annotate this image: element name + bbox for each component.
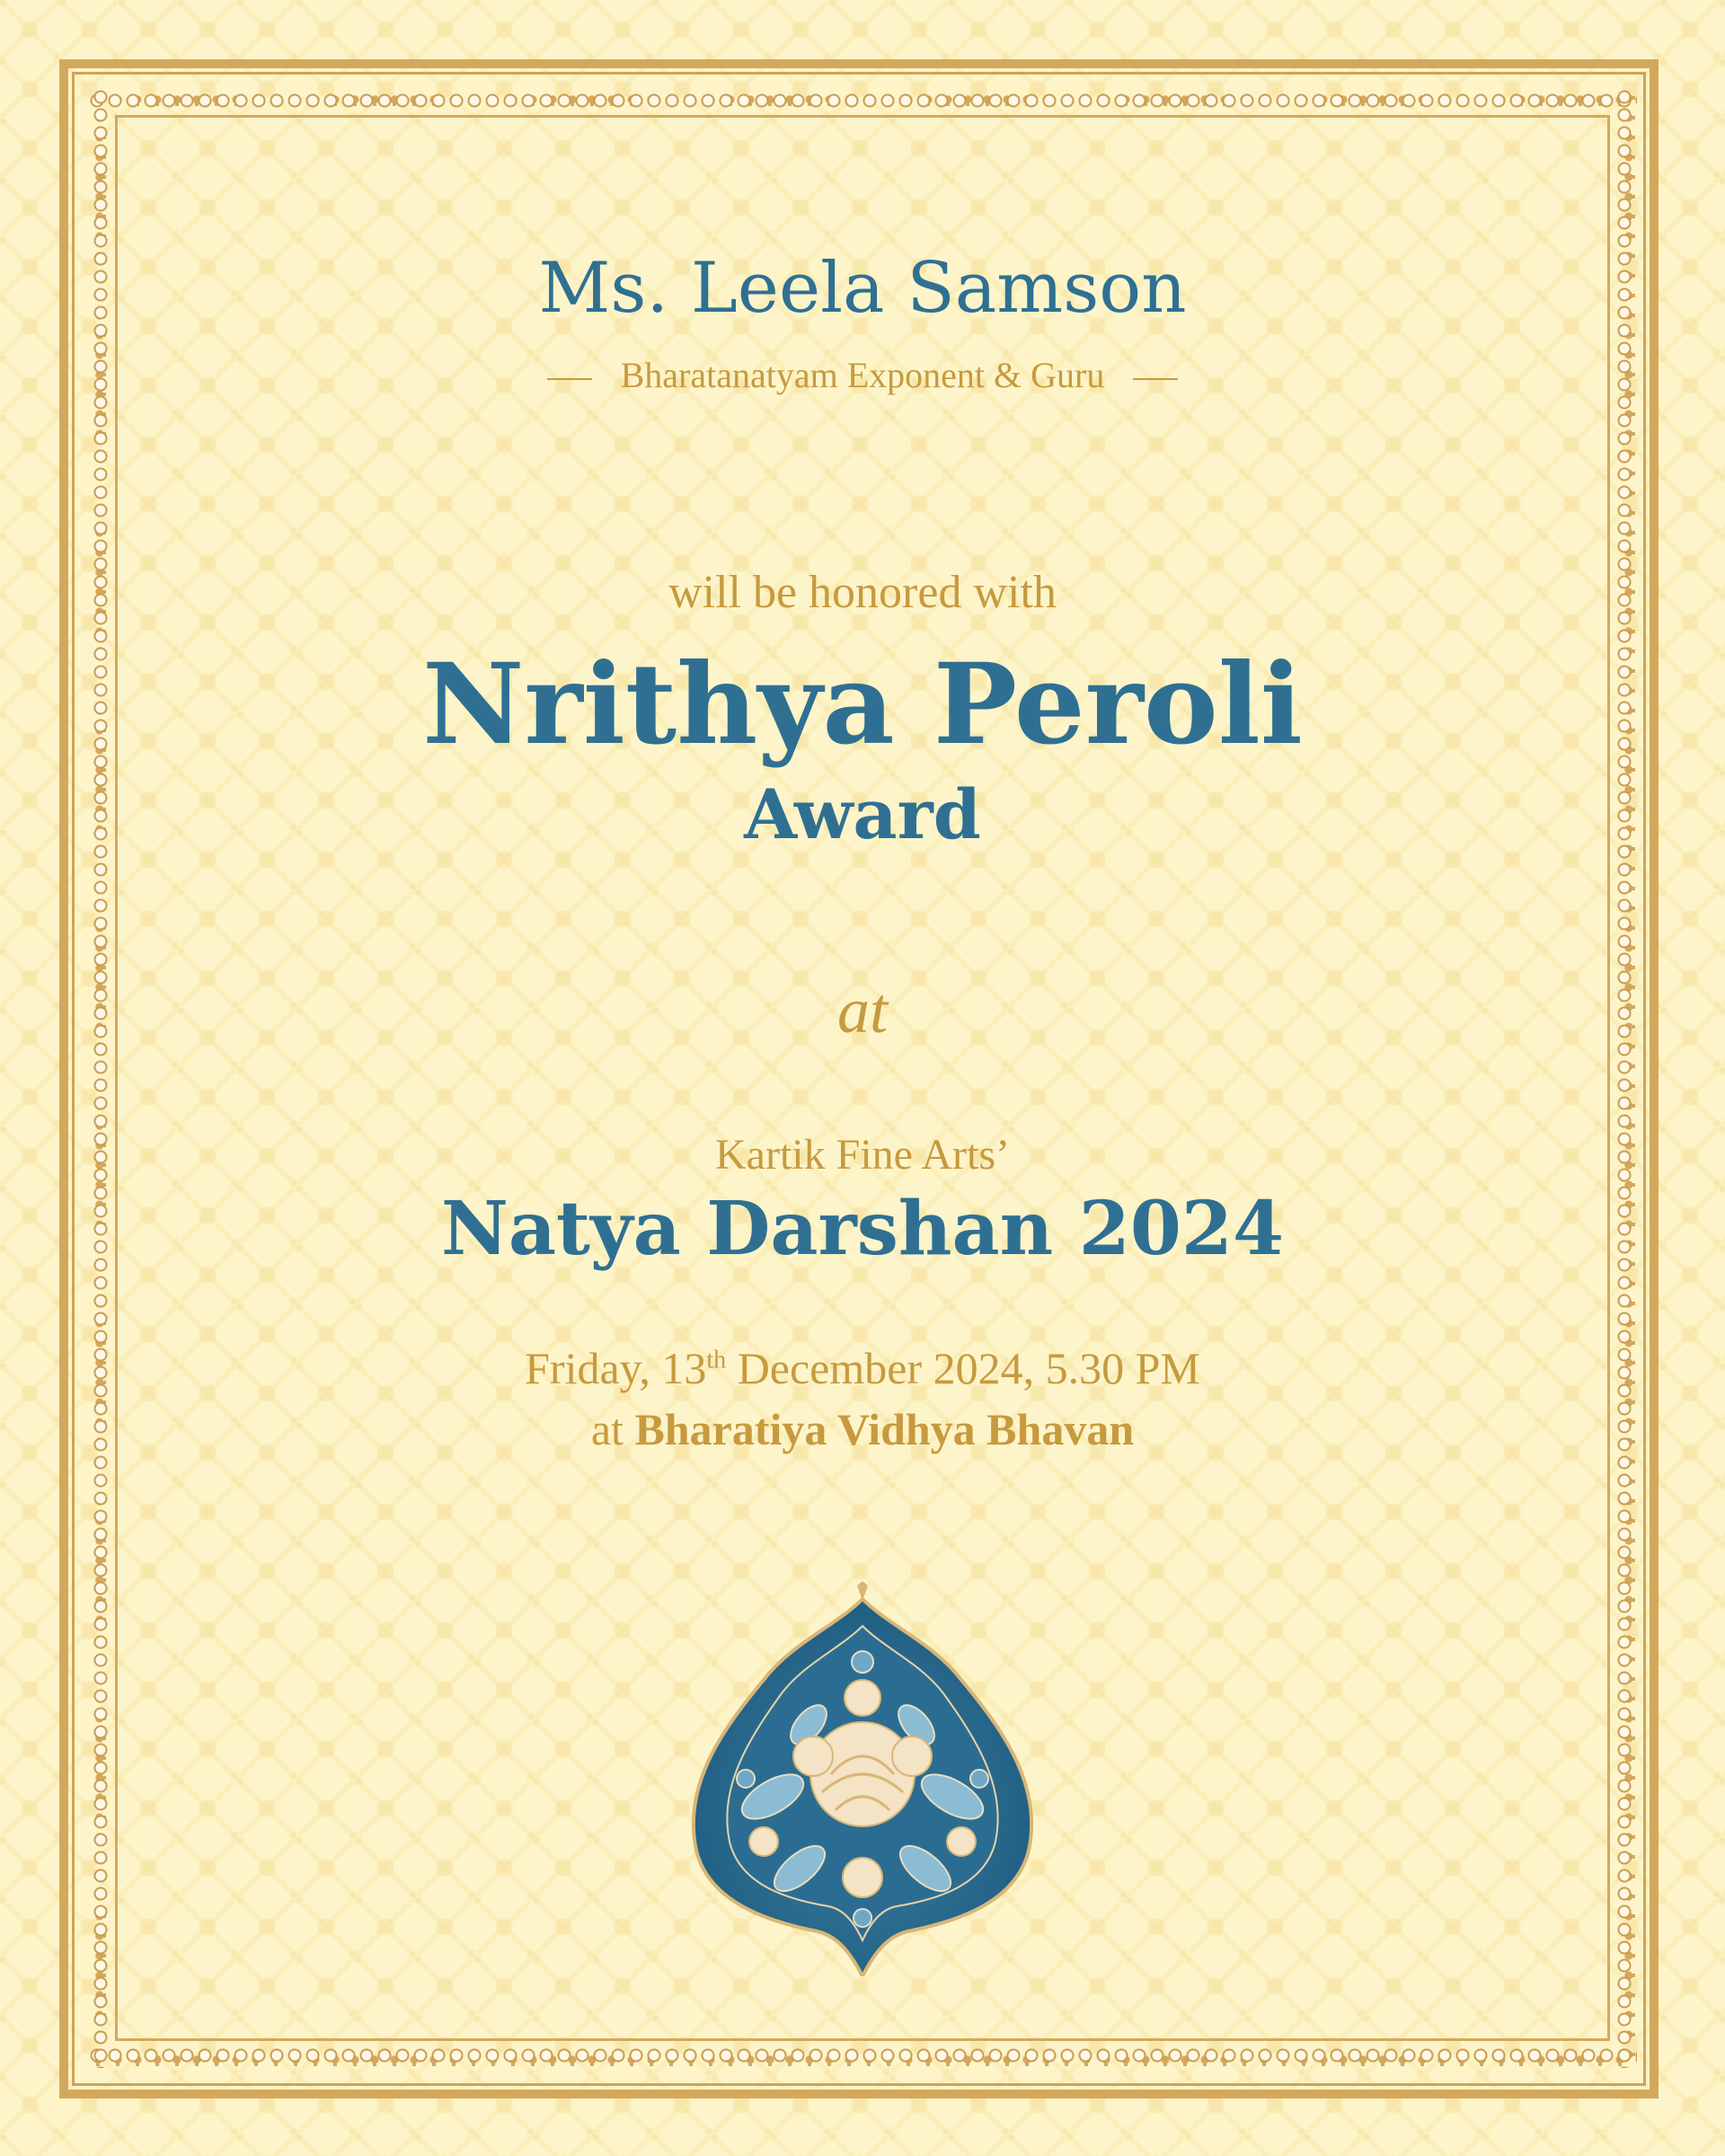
honoree-name: Ms. Leela Samson xyxy=(538,248,1187,329)
event-date-ordinal: th xyxy=(706,1346,727,1374)
event-organizer: Kartik Fine Arts’ xyxy=(715,1131,1010,1179)
venue-prefix: at xyxy=(590,1404,635,1454)
honoree-title: Bharatanatyam Exponent & Guru xyxy=(620,355,1105,395)
event-name: Natya Darshan 2024 xyxy=(440,1186,1285,1272)
floral-paisley-motif-icon xyxy=(665,1581,1060,1976)
award-intro: will be honored with xyxy=(668,567,1057,618)
event-date-rest: December 2024, 5.30 PM xyxy=(726,1343,1200,1393)
connector-at: at xyxy=(836,975,888,1047)
right-dash-divider xyxy=(1133,378,1178,380)
top-bead-border xyxy=(88,91,1637,110)
bottom-bead-border xyxy=(88,2046,1637,2065)
award-suffix: Award xyxy=(744,774,981,854)
venue-name: Bharatiya Vidhya Bhavan xyxy=(634,1404,1135,1454)
award-name: Nrithya Peroli xyxy=(422,640,1303,770)
left-dash-divider xyxy=(547,378,592,380)
event-date-prefix: Friday, 13 xyxy=(525,1343,707,1393)
event-venue xyxy=(0,1403,1725,1455)
honoree-title-line xyxy=(0,354,1725,396)
event-date xyxy=(0,1342,1725,1394)
